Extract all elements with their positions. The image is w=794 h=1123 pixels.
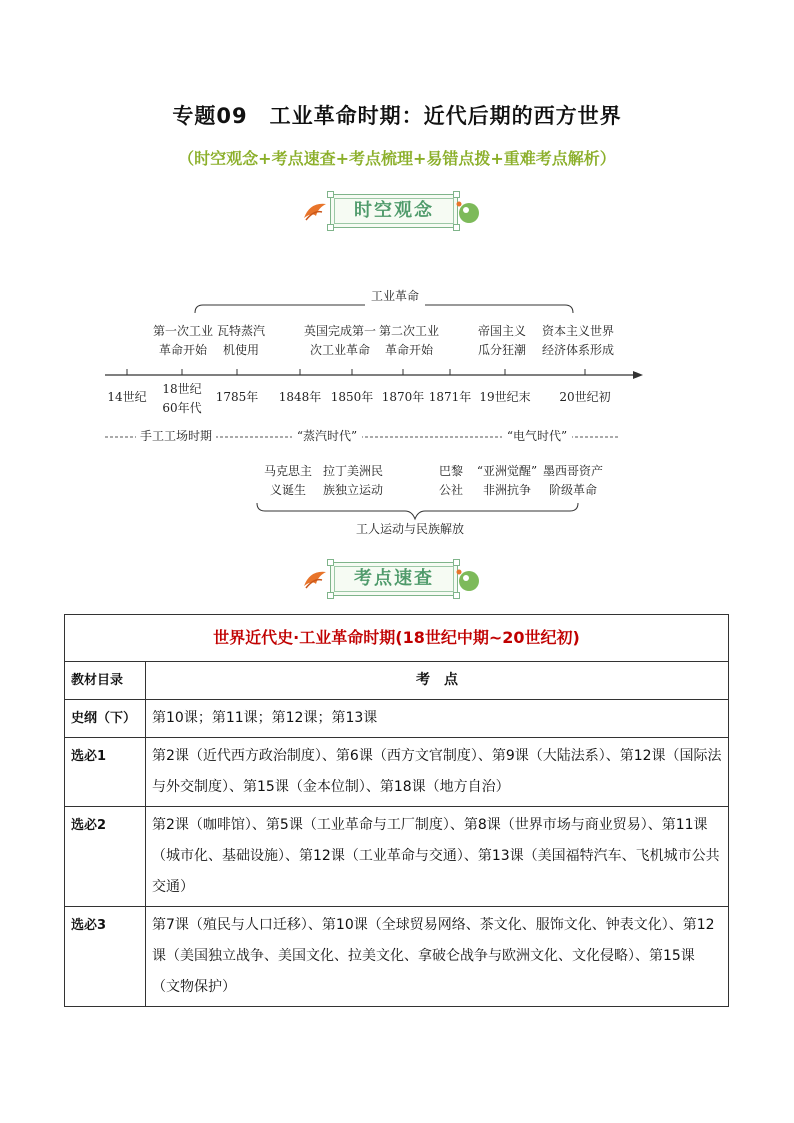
event-above-4: 第二次工业 革命开始 — [378, 324, 439, 357]
top-brace-label: 工业革命 — [365, 287, 425, 306]
tick-label-2: 18世纪 60年代 — [162, 382, 202, 415]
bottom-brace — [257, 503, 578, 519]
banner-label: 时空观念 — [354, 200, 434, 221]
axis-arrow — [633, 371, 643, 379]
tick-label-9: 20世纪初 — [559, 390, 611, 404]
tick-label-7: 1871年 — [428, 390, 472, 404]
event-above-3: 英国完成第一 次工业革命 — [303, 324, 376, 357]
table-row — [65, 807, 729, 907]
exam-points-table — [64, 614, 729, 1007]
tick-label-8: 19世纪末 — [479, 390, 531, 404]
era-label-3: “电气时代” — [502, 427, 572, 446]
era-label-1: 手工工场时期 — [136, 427, 216, 446]
section-banner-quick — [300, 558, 480, 602]
event-above-1: 第一次工业 革命开始 — [152, 324, 213, 357]
row-category: 选必1 — [65, 738, 146, 807]
row-category: 选必3 — [65, 907, 146, 1007]
table-title: 世界近代史·工业革命时期(18世纪中期~20世纪初) — [65, 615, 729, 662]
table-row — [65, 700, 729, 738]
column-header-points: 考 点 — [146, 662, 729, 700]
page-title: 专题09 工业革命时期：近代后期的西方世界 — [172, 104, 622, 128]
row-category: 选必2 — [65, 807, 146, 907]
row-category: 史纲（下） — [65, 700, 146, 738]
event-below-5: 墨西哥资产 阶级革命 — [542, 464, 603, 497]
column-header-catalog: 教材目录 — [65, 662, 146, 700]
table-row — [65, 738, 729, 807]
row-content: 第10课；第11课；第12课；第13课 — [146, 700, 729, 738]
bottom-brace-label: 工人运动与民族解放 — [355, 522, 464, 536]
row-content: 第2课（咖啡馆）、第5课（工业革命与工厂制度）、第8课（世界市场与商业贸易）、第11课（城市化、基础设施）、第12课（工业革命与交通）、第13课（美国福特汽车、飞机城市公共交通） — [146, 807, 729, 907]
banner-label: 考点速查 — [354, 568, 434, 589]
event-above-6: 资本主义世界 经济体系形成 — [541, 324, 614, 357]
row-content: 第7课（殖民与人口迁移）、第10课（全球贸易网络、茶文化、服饰文化、钟表文化）、第12课（美国独立战争、美国文化、拉美文化、拿破仑战争与欧洲文化、文化侵略）、第15课（文物保护） — [146, 907, 729, 1007]
decor-circle-icon — [456, 200, 482, 226]
table-header-row — [65, 615, 729, 662]
event-below-4: “亚洲觉醒” 非洲抗争 — [476, 464, 538, 497]
event-above-2: 瓦特蒸汽 机使用 — [216, 324, 265, 357]
event-below-3: 巴黎 公社 — [438, 464, 463, 497]
section-banner-timeline — [300, 190, 480, 234]
tick-label-1: 14世纪 — [107, 390, 147, 404]
tick-label-3: 1785年 — [215, 390, 259, 404]
page-subtitle: （时空观念+考点速查+考点梳理+易错点拨+重难考点解析） — [178, 149, 616, 168]
fish-icon — [300, 196, 332, 226]
table-row — [65, 907, 729, 1007]
decor-circle-icon — [456, 568, 482, 594]
event-above-5: 帝国主义 瓜分狂潮 — [477, 324, 526, 357]
row-content: 第2课（近代西方政治制度）、第6课（西方文官制度）、第9课（大陆法系）、第12课（国际法与外交制度）、第15课（金本位制）、第18课（地方自治） — [146, 738, 729, 807]
tick-label-6: 1870年 — [381, 390, 425, 404]
table-row — [65, 662, 729, 700]
event-below-1: 马克思主 义诞生 — [263, 464, 312, 497]
tick-label-5: 1850年 — [330, 390, 374, 404]
event-below-2: 拉丁美洲民 族独立运动 — [322, 464, 383, 497]
fish-icon — [300, 564, 332, 594]
era-label-2: “蒸汽时代” — [292, 427, 362, 446]
tick-label-4: 1848年 — [278, 390, 322, 404]
